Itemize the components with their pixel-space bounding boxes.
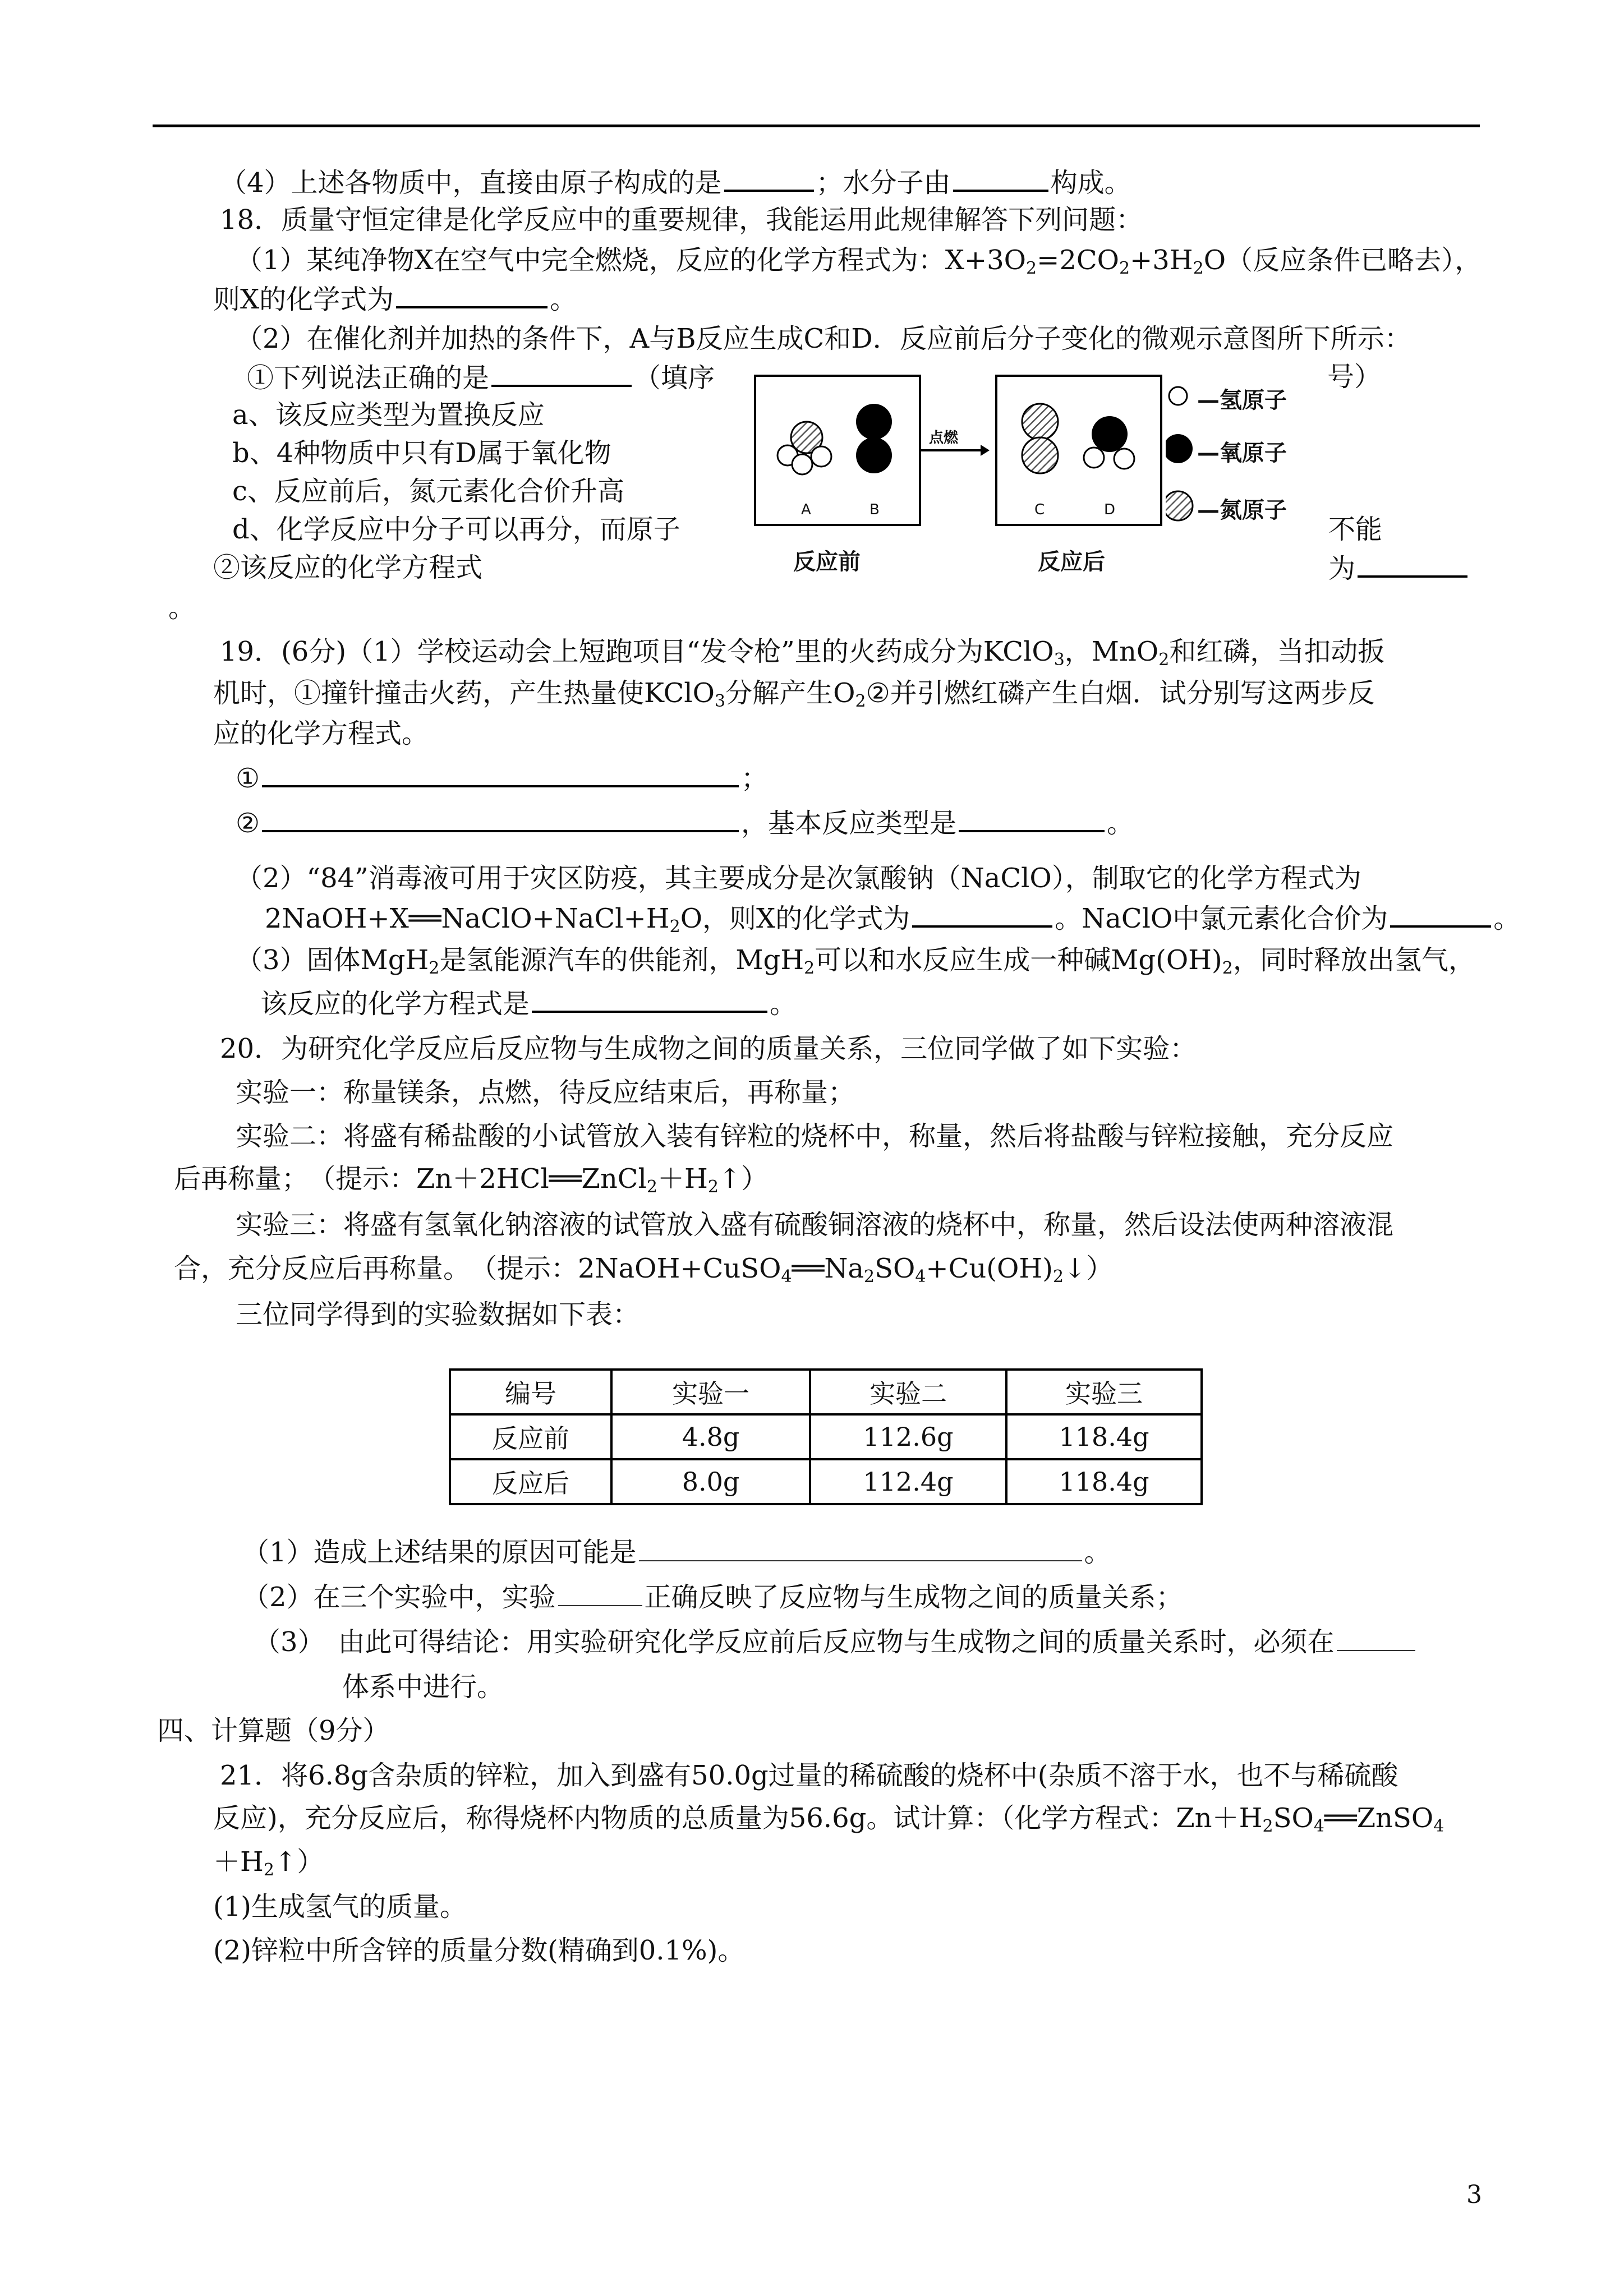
- option-d: d、化学反应中分子可以再分，而原子: [232, 514, 680, 545]
- q19-part3: （3）固体MgH$_2$是氢能源汽车的供能剂，MgH$_2$可以和水反应生成一种碱$Mg(OH)_2$，同时释放出氢气，: [236, 944, 1475, 978]
- after-molecules: [997, 377, 1160, 524]
- q21-part2: (2)锌粒中所含锌的质量分数(精确到0.1%)。: [213, 1935, 745, 1966]
- answer-blank[interactable]: [912, 900, 1052, 928]
- q18-part1-answer: 则X的化学式为 。: [213, 280, 577, 317]
- q18-part2-q2: ②该反应的化学方程式: [213, 552, 483, 583]
- table-header-cell: 实验一: [611, 1370, 810, 1414]
- q18-end-period: 。: [168, 592, 196, 624]
- option-d-end: 不能: [1328, 514, 1383, 545]
- option-a: a、该反应类型为置换反应: [232, 399, 545, 431]
- before-caption: 反应前: [793, 549, 861, 575]
- hydrogen-atom: [811, 446, 831, 467]
- after-caption: 反应后: [1038, 549, 1105, 575]
- legend-hydrogen: —氢原子: [1197, 388, 1287, 413]
- answer-blank[interactable]: [396, 280, 548, 308]
- answer-blank[interactable]: [491, 359, 632, 387]
- table-cell: 112.4g: [810, 1459, 1006, 1504]
- oxygen-legend-icon: [1166, 434, 1193, 463]
- table-cell: 8.0g: [611, 1459, 810, 1504]
- option-b: b、4种物质中只有D属于氧化物: [232, 437, 611, 469]
- q18-part2-q1-end: 号）: [1327, 361, 1382, 393]
- hydrogen-atom: [1084, 448, 1104, 468]
- q18-part2-q2-end: 为: [1328, 550, 1470, 587]
- legend-nitrogen: —氮原子: [1197, 497, 1287, 523]
- q19-eq2: ② ，基本反应类型是 。: [236, 804, 1134, 841]
- answer-blank[interactable]: [724, 164, 814, 192]
- before-molecules: [756, 377, 919, 524]
- q19-line3: 应的化学方程式。: [213, 718, 429, 749]
- hydrogen-legend-icon: [1169, 387, 1187, 405]
- oxygen-atom: [856, 404, 892, 440]
- page-number: 3: [1466, 2180, 1482, 2209]
- answer-blank[interactable]: [1358, 550, 1467, 578]
- q19-part2: （2）“84”消毒液可用于灾区防疫，其主要成分是次氯酸钠（NaClO），制取它的化学方程式为: [236, 863, 1361, 894]
- hydrogen-atom: [792, 454, 812, 474]
- nitrogen-atom: [1022, 404, 1058, 440]
- table-row: [450, 1459, 1202, 1504]
- header-rule: [153, 125, 1480, 127]
- experiment-data-table: [449, 1368, 1203, 1505]
- label-c: C: [1034, 501, 1045, 518]
- experiment-3-cont: 合，充分反应后再称量。 （提示：$2NaOH+CuSO_4══Na_2SO_4+Cu(OH)_2↓$）: [174, 1253, 1114, 1287]
- answer-blank[interactable]: [639, 1536, 1082, 1561]
- q20-intro: 20．为研究化学反应后反应物与生成物之间的质量关系，三位同学做了如下实验：: [220, 1033, 1197, 1064]
- q19-line2: 机时，①撞针撞击火药，产生热量使KClO$_3$分解产生$O_2②$并引燃红磷产生白烟．试分别写这两步反: [213, 677, 1375, 711]
- after-box: [995, 375, 1162, 526]
- experiment-1: 实验一：称量镁条，点燃，待反应结束后，再称量；: [236, 1077, 855, 1108]
- oxygen-atom: [1092, 416, 1128, 452]
- table-cell: 112.6g: [810, 1414, 1006, 1459]
- experiment-3: 实验三：将盛有氢氧化钠溶液的试管放入盛有硫酸铜溶液的烧杯中，称量，然后设法使两种溶液混: [236, 1209, 1394, 1241]
- answer-blank[interactable]: [262, 804, 739, 832]
- table-intro: 三位同学得到的实验数据如下表：: [236, 1299, 640, 1330]
- q21-part1: (1)生成氢气的质量。: [213, 1891, 467, 1922]
- nitrogen-atom: [1022, 437, 1058, 473]
- answer-blank[interactable]: [1337, 1625, 1415, 1651]
- q19-eq1: ① ；: [236, 759, 768, 796]
- label-b: B: [869, 501, 880, 518]
- legend-oxygen: —氧原子: [1197, 440, 1287, 466]
- table-cell: 反应后: [450, 1459, 611, 1504]
- q17-part4: （4）上述各物质中，直接由原子构成的是 ；水分子由 构成。: [220, 164, 1131, 201]
- q18-part1: （1）某纯净物X在空气中完全燃烧，反应的化学方程式为：$X+3O_2=2CO_2+3H_2O$（反应条件已略去），: [236, 245, 1482, 278]
- section-4-title: 四、计算题（9分）: [157, 1715, 390, 1746]
- answer-blank[interactable]: [558, 1580, 642, 1606]
- q21-line1: 21．将6.8g含杂质的锌粒，加入到盛有50.0g过量的稀硫酸的烧杯中(杂质不溶于水，也不与稀硫酸: [220, 1760, 1398, 1791]
- legend-icons: [1166, 382, 1199, 528]
- answer-blank[interactable]: [262, 759, 739, 787]
- q18-part2: （2）在催化剂并加热的条件下，A与B反应生成C和D．反应前后分子变化的微观示意图所下所示：: [236, 323, 1411, 354]
- q19-part3-answer: 该反应的化学方程式是 。: [260, 985, 797, 1022]
- q20-part2: （2）在三个实验中，实验 正确反映了反应物与生成物之间的质量关系；: [242, 1582, 1183, 1613]
- q20-part3-cont: 体系中进行。: [342, 1671, 504, 1703]
- oxygen-atom: [856, 437, 892, 473]
- answer-blank[interactable]: [1390, 900, 1491, 928]
- q18-intro: 18．质量守恒定律是化学反应中的重要规律，我能运用此规律解答下列问题：: [220, 204, 1143, 236]
- table-cell: 118.4g: [1006, 1414, 1202, 1459]
- q19-part2-equation: $2NaOH+X══NaClO+NaCl+H_2O$，则X的化学式为 。NaClO中氯元素化合价为 。: [265, 900, 1520, 945]
- table-cell: 反应前: [450, 1414, 611, 1459]
- arrow-icon: [919, 442, 992, 459]
- table-row: [450, 1414, 1202, 1459]
- table-header-row: [450, 1370, 1202, 1414]
- table-cell: 118.4g: [1006, 1459, 1202, 1504]
- table-header-cell: 实验三: [1006, 1370, 1202, 1414]
- arrow-label: 点燃: [929, 430, 959, 446]
- q21-line3: $+H_2↑$）: [213, 1846, 324, 1880]
- reaction-diagram: [754, 375, 1332, 588]
- hydrogen-atom: [1114, 449, 1134, 469]
- q19-line1: 19．(6分)（1）学校运动会上短跑项目“发令枪”里的火药成分为KClO$_3$，MnO$_2$和红磷，当扣动扳: [220, 636, 1385, 670]
- q20-part3: （3） 由此可得结论：用实验研究化学反应前后反应物与生成物之间的质量关系时，必须在: [254, 1624, 1418, 1660]
- answer-blank[interactable]: [532, 985, 767, 1013]
- label-d: D: [1104, 501, 1116, 518]
- q18-part2-q1: ①下列说法正确的是 （填序: [247, 359, 715, 396]
- table-cell: 4.8g: [611, 1414, 810, 1459]
- experiment-2: 实验二：将盛有稀盐酸的小试管放入装有锌粒的烧杯中，称量，然后将盐酸与锌粒接触，充分反应: [236, 1121, 1394, 1152]
- q20-part1: （1）造成上述结果的原因可能是 。: [242, 1537, 1111, 1568]
- table-header-cell: 实验二: [810, 1370, 1006, 1414]
- before-box: [754, 375, 921, 526]
- experiment-2-cont: 后再称量； （提示：$Zn+2HCl══ZnCl_2+H_2↑$）: [174, 1163, 769, 1197]
- q21-line2: 反应)，充分反应后，称得烧杯内物质的总质量为56.6g。试计算：（化学方程式：$Zn+H_2SO_4══ZnSO_4$: [213, 1802, 1444, 1836]
- answer-blank[interactable]: [959, 804, 1105, 832]
- option-c: c、反应前后，氮元素化合价升高: [232, 476, 624, 507]
- table-header-cell: 编号: [450, 1370, 611, 1414]
- answer-blank[interactable]: [953, 164, 1048, 192]
- nitrogen-legend-icon: [1166, 491, 1193, 520]
- label-a: A: [801, 501, 811, 518]
